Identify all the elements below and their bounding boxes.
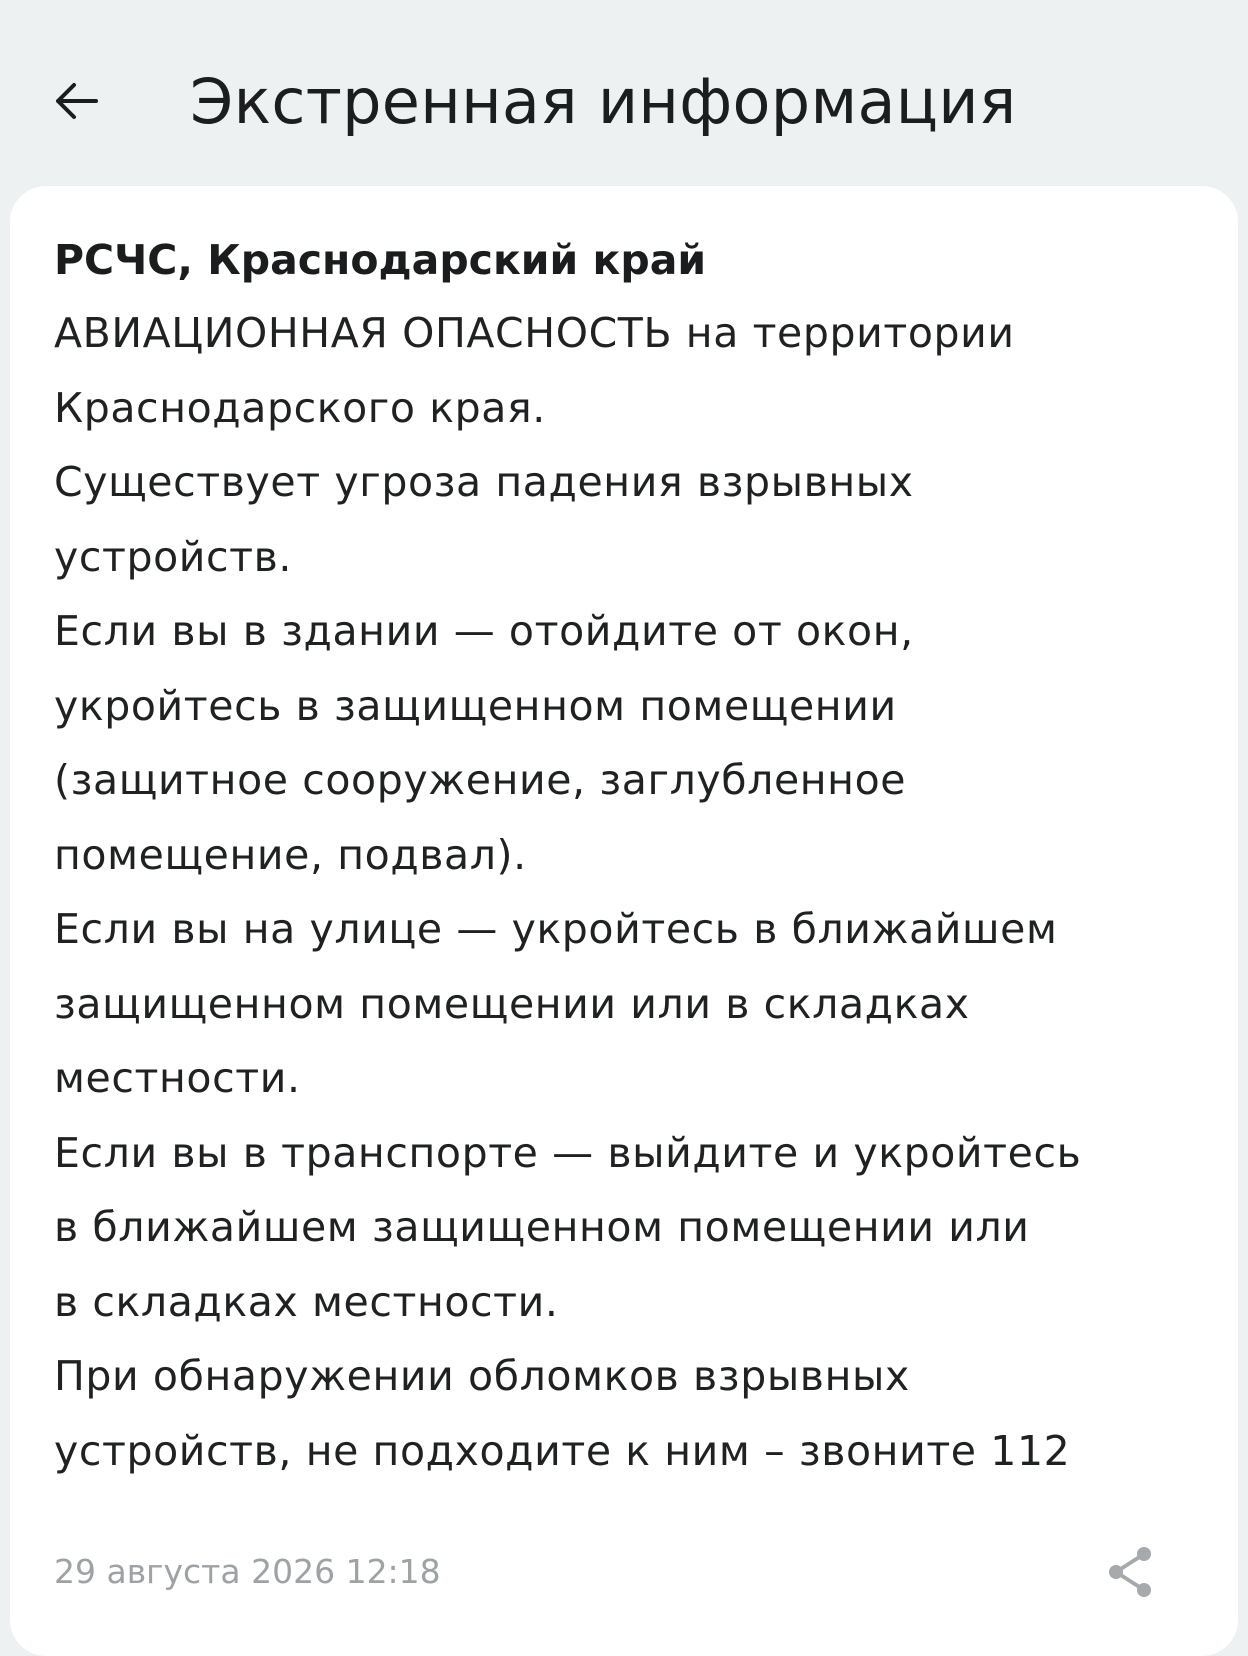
message-line: местности. bbox=[54, 1054, 301, 1102]
message-line: Существует угроза падения взрывных bbox=[54, 458, 914, 506]
message-line: помещение, подвал). bbox=[54, 830, 527, 879]
share-icon bbox=[1104, 1544, 1156, 1600]
message-line: Если вы в транспорте — выйдите и укройтесь bbox=[54, 1128, 1082, 1177]
alert-message bbox=[54, 296, 1204, 1488]
message-line: в ближайшем защищенном помещении или bbox=[54, 1203, 1030, 1251]
alert-sender: РСЧС, Краснодарский край bbox=[54, 236, 707, 284]
message-line: защищенном помещении или в складках bbox=[54, 979, 970, 1028]
app-bar bbox=[0, 0, 1248, 190]
message-line: Если вы в здании — отойдите от окон, bbox=[54, 607, 914, 655]
alert-card bbox=[10, 186, 1238, 1656]
alert-timestamp: 29 августа 2026 12:18 bbox=[54, 1552, 441, 1591]
message-line: укройтесь в защищенном помещении bbox=[54, 681, 897, 730]
message-line: АВИАЦИОННАЯ ОПАСНОСТЬ на территории bbox=[54, 309, 1015, 357]
page-title: Экстренная информация bbox=[190, 65, 1017, 138]
message-line: в складках местности. bbox=[54, 1277, 559, 1326]
message-line: (защитное сооружение, заглубленное bbox=[54, 756, 907, 804]
message-line: При обнаружении обломков взрывных bbox=[54, 1352, 910, 1400]
message-line: устройств. bbox=[54, 532, 293, 581]
message-line: устройств, не подходите к ним – звоните 112 bbox=[54, 1426, 1071, 1475]
back-button[interactable] bbox=[40, 66, 110, 136]
arrow-left-icon bbox=[52, 81, 98, 121]
share-button[interactable] bbox=[1090, 1532, 1170, 1612]
message-line: Краснодарского края. bbox=[54, 383, 546, 432]
message-line: Если вы на улице — укройтесь в ближайшем bbox=[54, 905, 1058, 953]
